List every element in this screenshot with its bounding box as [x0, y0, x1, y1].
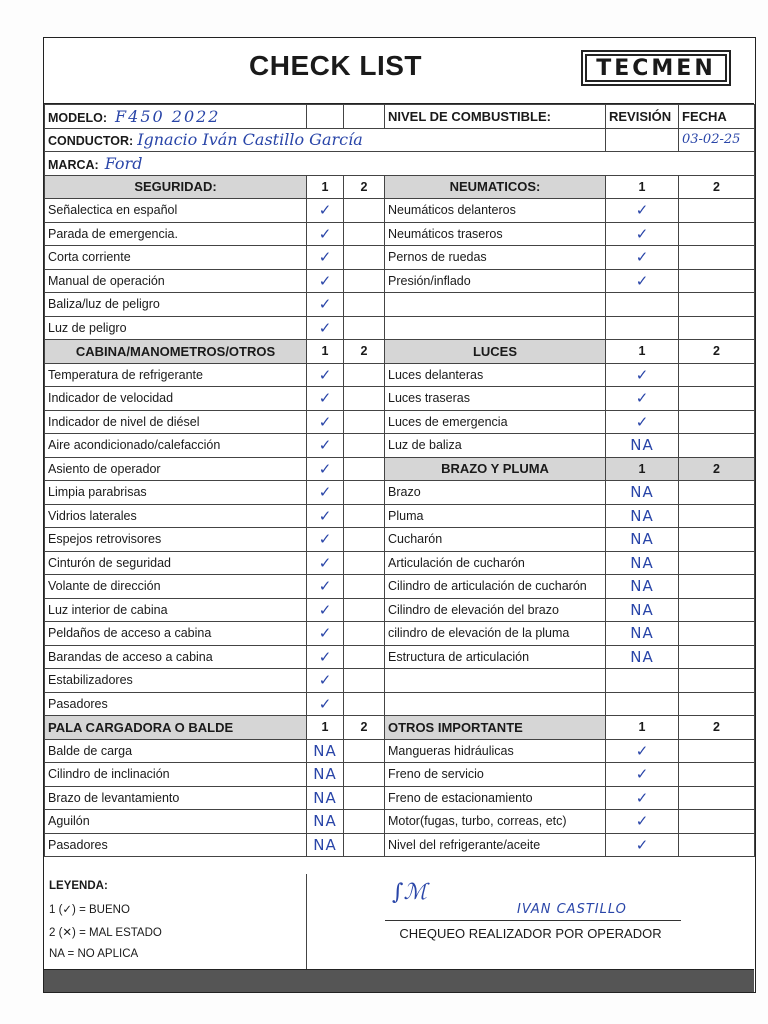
check-mark-icon: ✓: [318, 248, 332, 267]
item-col-2[interactable]: [344, 246, 385, 270]
item-col-2[interactable]: [679, 622, 755, 646]
check-mark-icon: ✓: [635, 389, 649, 408]
check-mark-icon: ✓: [635, 365, 649, 384]
item-col-1[interactable]: [606, 551, 679, 575]
item-col-2[interactable]: [679, 598, 755, 622]
item-label: Presión/inflado: [385, 269, 606, 293]
table-row: [45, 481, 755, 505]
col-1-header: 1: [606, 716, 679, 740]
check-mark-icon: ✓: [635, 224, 649, 243]
item-col-1[interactable]: [307, 434, 344, 458]
na-mark: NA: [630, 483, 654, 502]
item-label: Balde de carga: [45, 739, 307, 763]
item-label: Articulación de cucharón: [385, 551, 606, 575]
check-mark-icon: ✓: [318, 577, 332, 596]
modelo-label: MODELO:: [48, 110, 108, 125]
table-row: [45, 575, 755, 599]
item-label: Estructura de articulación: [385, 645, 606, 669]
check-mark-icon: ✓: [318, 671, 332, 690]
item-label: Barandas de acceso a cabina: [45, 645, 307, 669]
item-col-2[interactable]: [679, 575, 755, 599]
item-col-2[interactable]: [344, 434, 385, 458]
row-modelo: [45, 105, 755, 129]
item-col-2[interactable]: [679, 481, 755, 505]
item-col-2[interactable]: [344, 363, 385, 387]
item-label: Brazo: [385, 481, 606, 505]
check-mark-icon: ✓: [318, 295, 332, 314]
check-mark-icon: ✓: [318, 412, 332, 431]
item-col-2[interactable]: [679, 786, 755, 810]
legend: [44, 874, 307, 969]
item-col-1[interactable]: [307, 786, 344, 810]
check-mark-icon: ✓: [635, 741, 649, 760]
check-mark-icon: ✓: [318, 201, 332, 220]
na-mark: NA: [630, 647, 654, 666]
na-mark: NA: [313, 788, 337, 807]
item-col-2[interactable]: [344, 669, 385, 693]
item-col-2[interactable]: [679, 293, 755, 317]
item-col-2[interactable]: [344, 410, 385, 434]
item-col-1[interactable]: [307, 528, 344, 552]
item-label-empty[interactable]: [385, 669, 606, 693]
item-col-1[interactable]: [606, 293, 679, 317]
check-mark-icon: ✓: [318, 318, 332, 337]
marca-value[interactable]: Ford: [104, 153, 143, 173]
item-col-2[interactable]: [344, 528, 385, 552]
item-col-2[interactable]: [344, 222, 385, 246]
na-mark: NA: [630, 624, 654, 643]
check-mark-icon: ✓: [318, 389, 332, 408]
table-row: [45, 551, 755, 575]
item-col-2[interactable]: [679, 645, 755, 669]
item-col-2[interactable]: [679, 222, 755, 246]
item-col-2[interactable]: [344, 457, 385, 481]
item-col-2[interactable]: [679, 551, 755, 575]
item-col-1[interactable]: [307, 481, 344, 505]
item-label: Aire acondicionado/calefacción: [45, 434, 307, 458]
section-header-row: [45, 716, 755, 740]
check-mark-icon: ✓: [635, 812, 649, 831]
title-bar: [44, 38, 754, 104]
item-col-1[interactable]: [606, 434, 679, 458]
item-col-1[interactable]: [606, 645, 679, 669]
col-2-header: 2: [344, 340, 385, 364]
section-title-seguridad: SEGURIDAD:: [45, 175, 307, 199]
check-mark-icon: ✓: [318, 436, 332, 455]
item-col-1[interactable]: [307, 622, 344, 646]
check-mark-icon: ✓: [318, 271, 332, 290]
table-row: [45, 434, 755, 458]
col-1-header: 1: [606, 175, 679, 199]
check-mark-icon: ✓: [318, 600, 332, 619]
item-col-2[interactable]: [344, 598, 385, 622]
marca-cell: [45, 152, 755, 176]
check-mark-icon: ✓: [318, 553, 332, 572]
na-mark: NA: [630, 506, 654, 525]
table-row: [45, 528, 755, 552]
table-row: [45, 692, 755, 716]
item-col-1[interactable]: [307, 363, 344, 387]
item-col-1[interactable]: [606, 410, 679, 434]
checklist-sheet: [43, 37, 756, 993]
check-mark-icon: ✓: [635, 765, 649, 784]
item-col-1[interactable]: [307, 763, 344, 787]
signature-line: [385, 920, 681, 921]
item-label: Pasadores: [45, 833, 307, 857]
item-col-1[interactable]: [606, 669, 679, 693]
fecha-value: [679, 128, 755, 152]
item-col-2[interactable]: [344, 316, 385, 340]
item-col-2[interactable]: [679, 363, 755, 387]
section-title-brazo: BRAZO Y PLUMA: [385, 457, 606, 481]
table-row: [45, 222, 755, 246]
na-mark: NA: [313, 812, 337, 831]
item-label: Luces delanteras: [385, 363, 606, 387]
item-label: Baliza/luz de peligro: [45, 293, 307, 317]
item-label: Parada de emergencia.: [45, 222, 307, 246]
item-col-1[interactable]: [606, 622, 679, 646]
table-row: [45, 645, 755, 669]
check-mark-icon: ✓: [635, 835, 649, 854]
table-row: [45, 269, 755, 293]
item-col-2[interactable]: [344, 504, 385, 528]
item-col-2[interactable]: [344, 786, 385, 810]
item-label: Pernos de ruedas: [385, 246, 606, 270]
item-col-1[interactable]: [307, 645, 344, 669]
footer-bar: [44, 969, 754, 992]
item-label: Aguilón: [45, 810, 307, 834]
item-col-1[interactable]: [606, 199, 679, 223]
item-label: Luz de peligro: [45, 316, 307, 340]
item-label-empty[interactable]: [385, 316, 606, 340]
item-col-2[interactable]: [344, 739, 385, 763]
item-col-2[interactable]: [344, 387, 385, 411]
item-col-2[interactable]: [344, 269, 385, 293]
item-label: Freno de servicio: [385, 763, 606, 787]
item-col-1[interactable]: [606, 598, 679, 622]
item-col-2[interactable]: [344, 810, 385, 834]
legend-title: LEYENDA:: [49, 880, 108, 892]
row-marca: [45, 152, 755, 176]
modelo-box-2[interactable]: [344, 105, 385, 129]
section-title-luces: LUCES: [385, 340, 606, 364]
item-col-1[interactable]: [307, 598, 344, 622]
table-row: [45, 457, 755, 481]
table-row: [45, 598, 755, 622]
item-col-2[interactable]: [679, 410, 755, 434]
section-header-row: [45, 340, 755, 364]
item-label: Peldaños de acceso a cabina: [45, 622, 307, 646]
item-col-1[interactable]: [307, 551, 344, 575]
table-row: [45, 199, 755, 223]
item-label: Freno de estacionamiento: [385, 786, 606, 810]
item-col-1[interactable]: [606, 786, 679, 810]
col-1-header: 1: [307, 175, 344, 199]
item-col-1[interactable]: [606, 833, 679, 857]
item-label: Luces traseras: [385, 387, 606, 411]
na-mark: NA: [630, 530, 654, 549]
item-col-2[interactable]: [679, 269, 755, 293]
item-col-1[interactable]: [606, 810, 679, 834]
item-col-2[interactable]: [679, 739, 755, 763]
table-row: [45, 316, 755, 340]
check-mark-icon: ✓: [318, 483, 332, 502]
item-label: Corta corriente: [45, 246, 307, 270]
item-label: Neumáticos traseros: [385, 222, 606, 246]
item-col-1[interactable]: [307, 246, 344, 270]
item-label: Indicador de velocidad: [45, 387, 307, 411]
item-col-2[interactable]: [344, 551, 385, 575]
item-col-1[interactable]: [606, 316, 679, 340]
page-title: CHECK LIST: [249, 50, 422, 81]
col-1-header: 1: [307, 340, 344, 364]
col-1-header: 1: [606, 457, 679, 481]
fecha-text[interactable]: 03-02-25: [682, 132, 741, 148]
col-2-header: 2: [679, 340, 755, 364]
legend-na: NA = NO APLICA: [49, 948, 139, 960]
col-2-header: 2: [679, 457, 755, 481]
item-col-1[interactable]: [606, 763, 679, 787]
table-row: [45, 293, 755, 317]
check-mark-icon: ✓: [318, 530, 332, 549]
na-mark: NA: [313, 741, 337, 760]
item-label: cilindro de elevación de la pluma: [385, 622, 606, 646]
table-row: [45, 739, 755, 763]
check-mark-icon: ✓: [318, 365, 332, 384]
item-col-2[interactable]: [344, 199, 385, 223]
footer-section: [44, 874, 754, 969]
revision-value[interactable]: [606, 128, 679, 152]
item-label: Cilindro de inclinación: [45, 763, 307, 787]
item-col-2[interactable]: [679, 669, 755, 693]
col-2-header: 2: [679, 716, 755, 740]
item-col-2[interactable]: [679, 504, 755, 528]
check-mark-icon: ✓: [318, 647, 332, 666]
item-label: Volante de dirección: [45, 575, 307, 599]
conductor-value[interactable]: Ignacio Iván Castillo García: [137, 130, 363, 150]
item-col-2[interactable]: [679, 316, 755, 340]
item-col-1[interactable]: [307, 222, 344, 246]
item-col-1[interactable]: [307, 575, 344, 599]
table-row: [45, 246, 755, 270]
check-mark-icon: ✓: [635, 412, 649, 431]
item-col-2[interactable]: [344, 833, 385, 857]
item-col-1[interactable]: [606, 692, 679, 716]
table-row: [45, 763, 755, 787]
check-mark-icon: ✓: [635, 271, 649, 290]
item-label: Limpia parabrisas: [45, 481, 307, 505]
item-label: Mangueras hidráulicas: [385, 739, 606, 763]
item-label: Asiento de operador: [45, 457, 307, 481]
signature-name: IVAN CASTILLO: [517, 902, 627, 917]
row-conductor: [45, 128, 755, 152]
table-row: [45, 810, 755, 834]
item-col-2[interactable]: [679, 434, 755, 458]
item-col-1[interactable]: [307, 833, 344, 857]
item-col-1[interactable]: [307, 269, 344, 293]
revision-label: REVISIÓN: [606, 105, 679, 129]
item-col-2[interactable]: [344, 481, 385, 505]
table-row: [45, 363, 755, 387]
item-label: Pasadores: [45, 692, 307, 716]
table-row: [45, 410, 755, 434]
item-label: Cucharón: [385, 528, 606, 552]
legend-good: 1 (✓) = BUENO: [49, 904, 130, 916]
item-col-2[interactable]: [679, 387, 755, 411]
modelo-value[interactable]: F450 2022: [115, 106, 221, 126]
item-label-empty[interactable]: [385, 692, 606, 716]
na-mark: NA: [630, 600, 654, 619]
table-row: [45, 833, 755, 857]
conductor-cell: [45, 128, 606, 152]
item-label: Indicador de nivel de diésel: [45, 410, 307, 434]
item-col-1[interactable]: [307, 810, 344, 834]
item-col-1[interactable]: [606, 528, 679, 552]
item-label: Nivel del refrigerante/aceite: [385, 833, 606, 857]
check-mark-icon: ✓: [318, 459, 332, 478]
table-row: [45, 786, 755, 810]
check-mark-icon: ✓: [318, 624, 332, 643]
item-col-1[interactable]: [307, 199, 344, 223]
modelo-box-1[interactable]: [307, 105, 344, 129]
na-mark: NA: [630, 553, 654, 572]
item-label: Brazo de levantamiento: [45, 786, 307, 810]
item-col-1[interactable]: [606, 504, 679, 528]
item-col-1[interactable]: [307, 387, 344, 411]
item-col-1[interactable]: [606, 363, 679, 387]
check-mark-icon: ✓: [635, 788, 649, 807]
check-mark-icon: ✓: [318, 694, 332, 713]
item-label: Pluma: [385, 504, 606, 528]
item-col-2[interactable]: [344, 645, 385, 669]
signature-scrawl: ∫ℳ: [392, 880, 427, 905]
item-col-1[interactable]: [606, 481, 679, 505]
item-col-2[interactable]: [679, 763, 755, 787]
modelo-cell: [45, 105, 307, 129]
col-1-header: 1: [606, 340, 679, 364]
item-col-1[interactable]: [606, 575, 679, 599]
item-col-2[interactable]: [679, 692, 755, 716]
item-col-1[interactable]: [606, 222, 679, 246]
check-mark-icon: ✓: [635, 201, 649, 220]
item-col-2[interactable]: [679, 833, 755, 857]
item-label: Estabilizadores: [45, 669, 307, 693]
item-label: Luces de emergencia: [385, 410, 606, 434]
item-label: Temperatura de refrigerante: [45, 363, 307, 387]
item-col-1[interactable]: [307, 316, 344, 340]
item-col-1[interactable]: [307, 669, 344, 693]
item-col-2[interactable]: [344, 293, 385, 317]
item-col-1[interactable]: [307, 457, 344, 481]
item-col-2[interactable]: [344, 575, 385, 599]
fecha-label: FECHA: [679, 105, 755, 129]
item-col-1[interactable]: [307, 739, 344, 763]
marca-label: MARCA:: [48, 157, 99, 172]
signature-block: [307, 874, 754, 969]
item-label: Manual de operación: [45, 269, 307, 293]
na-mark: NA: [313, 765, 337, 784]
na-mark: NA: [630, 436, 654, 455]
item-col-1[interactable]: [307, 692, 344, 716]
item-label: Cinturón de seguridad: [45, 551, 307, 575]
section-title-neumaticos: NEUMATICOS:: [385, 175, 606, 199]
company-logo: [581, 50, 731, 86]
signature-caption: CHEQUEO REALIZADOR POR OPERADOR: [399, 926, 662, 941]
legend-bad: 2 (✕) = MAL ESTADO: [49, 927, 162, 939]
check-mark-icon: ✓: [318, 224, 332, 243]
item-col-1[interactable]: [606, 246, 679, 270]
na-mark: NA: [313, 835, 337, 854]
item-label: Vidrios laterales: [45, 504, 307, 528]
table-row: [45, 669, 755, 693]
item-col-1[interactable]: [307, 293, 344, 317]
nivel-label: NIVEL DE COMBUSTIBLE:: [385, 105, 606, 129]
col-2-header: 2: [344, 175, 385, 199]
conductor-label: CONDUCTOR:: [48, 134, 134, 149]
item-col-2[interactable]: [679, 246, 755, 270]
check-mark-icon: ✓: [318, 506, 332, 525]
item-col-2[interactable]: [679, 528, 755, 552]
section-title-pala: PALA CARGADORA O BALDE: [45, 716, 307, 740]
logo-text: TECMEN: [585, 54, 727, 82]
item-label: Motor(fugas, turbo, correas, etc): [385, 810, 606, 834]
item-label-empty[interactable]: [385, 293, 606, 317]
item-col-1[interactable]: [307, 410, 344, 434]
item-label: Señalectica en español: [45, 199, 307, 223]
item-label: Luz de baliza: [385, 434, 606, 458]
section-title-otros: OTROS IMPORTANTE: [385, 716, 606, 740]
col-1-header: 1: [307, 716, 344, 740]
item-label: Cilindro de elevación del brazo: [385, 598, 606, 622]
item-col-2[interactable]: [679, 199, 755, 223]
table-row: [45, 387, 755, 411]
col-2-header: 2: [679, 175, 755, 199]
item-label: Espejos retrovisores: [45, 528, 307, 552]
item-col-2[interactable]: [344, 763, 385, 787]
col-2-header: 2: [344, 716, 385, 740]
item-col-1[interactable]: [606, 387, 679, 411]
item-label: Luz interior de cabina: [45, 598, 307, 622]
section-header-row: [45, 175, 755, 199]
section-title-cabina: CABINA/MANOMETROS/OTROS: [45, 340, 307, 364]
item-col-2[interactable]: [344, 622, 385, 646]
item-label: Neumáticos delanteros: [385, 199, 606, 223]
check-mark-icon: ✓: [635, 248, 649, 267]
checklist-table: [44, 104, 755, 857]
table-row: [45, 504, 755, 528]
item-label: Cilindro de articulación de cucharón: [385, 575, 606, 599]
item-col-1[interactable]: [606, 739, 679, 763]
item-col-1[interactable]: [606, 269, 679, 293]
item-col-2[interactable]: [679, 810, 755, 834]
na-mark: NA: [630, 577, 654, 596]
item-col-2[interactable]: [344, 692, 385, 716]
item-col-1[interactable]: [307, 504, 344, 528]
table-row: [45, 622, 755, 646]
